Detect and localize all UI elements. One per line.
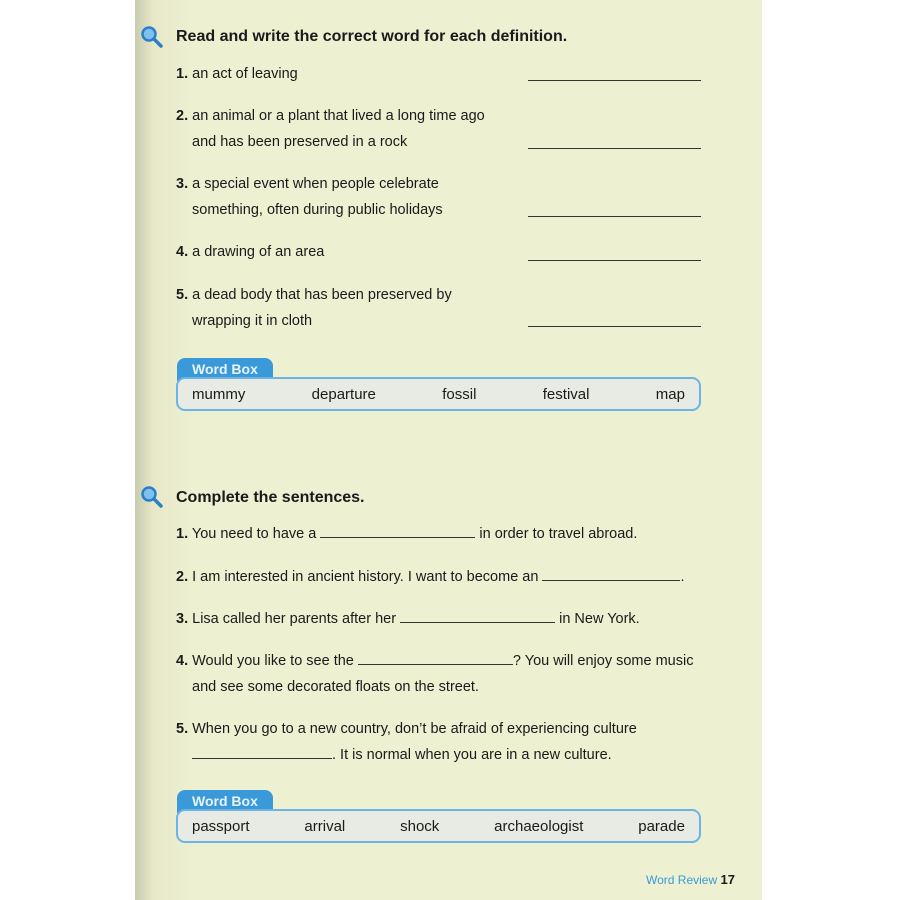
definition-5: 5. a dead body that has been preserved by wrapping it in cloth — [176, 287, 452, 329]
word-shock: shock — [400, 817, 440, 835]
footer-section: Word Review — [646, 873, 718, 887]
answer-blank-3[interactable] — [528, 216, 701, 217]
word-arrival: arrival — [304, 817, 346, 835]
word-map: map — [655, 385, 685, 403]
sentence-3: 3. Lisa called her parents after her in New York. — [176, 606, 640, 632]
sentence-blank-4[interactable] — [358, 650, 513, 665]
sentence-4: 4. Would you like to see the ? You will enjoy some music and see some decorated floats on the street. — [176, 648, 693, 700]
definition-3: 3. a special event when people celebrate something, often during public holidays — [176, 176, 443, 218]
word-departure: departure — [311, 385, 376, 403]
word-box-label: Word Box — [177, 358, 273, 381]
word-passport: passport — [192, 817, 250, 835]
sentence-blank-5[interactable] — [192, 744, 332, 759]
sentence-blank-2[interactable] — [542, 566, 680, 581]
sentence-5: 5. When you go to a new country, don’t be afraid of experiencing culture . It is normal when you are in a new culture. — [176, 721, 637, 763]
magnifier-icon — [140, 25, 164, 49]
word-fossil: fossil — [442, 385, 477, 403]
word-parade: parade — [638, 817, 685, 835]
sentence-1: 1. You need to have a in order to travel abroad. — [176, 521, 637, 547]
answer-blank-5[interactable] — [528, 326, 701, 327]
word-mummy: mummy — [192, 385, 246, 403]
word-box-label: Word Box — [177, 790, 273, 813]
definition-2: 2. an animal or a plant that lived a long time ago and has been preserved in a rock — [176, 108, 485, 150]
page-footer — [646, 872, 735, 887]
section2-heading: Complete the sentences. — [176, 489, 365, 506]
section1-heading: Read and write the correct word for each definition. — [176, 28, 568, 45]
answer-blank-2[interactable] — [528, 148, 701, 149]
sentence-2: 2. I am interested in ancient history. I want to become an . — [176, 564, 685, 590]
definition-1: 1. an act of leaving — [176, 66, 298, 82]
word-box-2 — [176, 809, 701, 843]
sentence-blank-1[interactable] — [320, 523, 475, 538]
magnifier-icon — [140, 485, 164, 509]
word-archaeologist: archaeologist — [494, 817, 584, 835]
answer-blank-4[interactable] — [528, 260, 701, 261]
word-festival: festival — [542, 385, 590, 403]
answer-blank-1[interactable] — [528, 80, 701, 81]
definition-4: 4. a drawing of an area — [176, 244, 325, 260]
sentence-blank-3[interactable] — [400, 608, 555, 623]
word-box-1 — [176, 377, 701, 411]
page-number: 17 — [720, 872, 735, 887]
